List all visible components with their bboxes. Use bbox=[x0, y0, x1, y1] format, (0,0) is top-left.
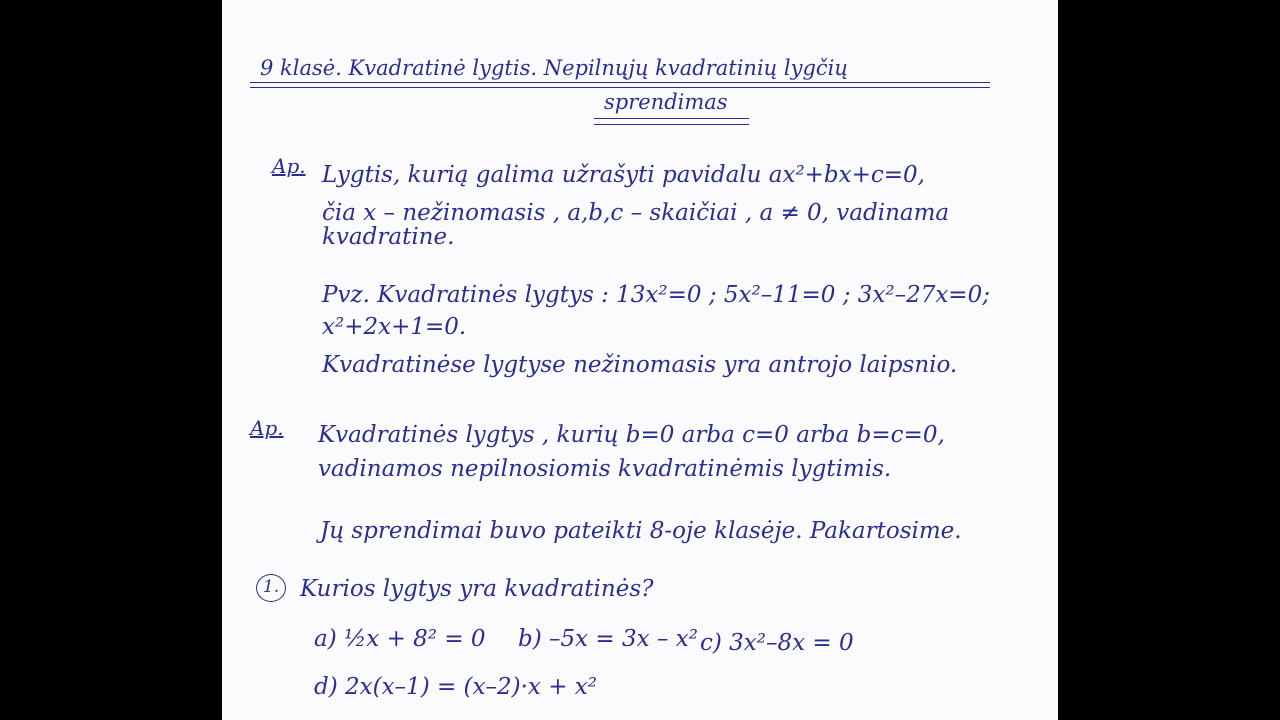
subtitle-underline bbox=[594, 124, 749, 125]
examples-line: Kvadratinėse lygtyse nežinomasis yra antrojo laipsnio. bbox=[322, 352, 958, 378]
task-question: Kurios lygtys yra kvadratinės? bbox=[300, 576, 654, 602]
page-subtitle: sprendimas bbox=[604, 90, 728, 114]
task-option-d: d) 2x(x–1) = (x–2)·x + x² bbox=[314, 674, 597, 700]
examples-line: Pvz. Kvadratinės lygtys : 13x²=0 ; 5x²–11=0 ; 3x²–27x=0; bbox=[322, 282, 990, 308]
page-title: 9 klasė. Kvadratinė lygtis. Nepilnųjų kvadratinių lygčių bbox=[260, 56, 848, 80]
examples-line: x²+2x+1=0. bbox=[322, 314, 467, 340]
task-option-c: c) 3x²–8x = 0 bbox=[700, 630, 854, 656]
title-underline bbox=[250, 82, 990, 83]
task-number: 1. bbox=[256, 574, 286, 602]
notebook-page bbox=[222, 0, 1058, 720]
definition-marker: Ap. bbox=[272, 154, 306, 178]
definition-line: Lygtis, kurią galima užrašyti pavidalu ax²+bx+c=0, bbox=[322, 162, 925, 188]
task-option-b: b) –5x = 3x – x² bbox=[518, 626, 698, 652]
definition-marker: Ap. bbox=[250, 416, 284, 440]
definition-line: čia x – nežinomasis , a,b,c – skaičiai , a ≠ 0, vadinama bbox=[322, 200, 950, 226]
task-option-a: a) ½x + 8² = 0 bbox=[314, 626, 486, 652]
definition-line: kvadratine. bbox=[322, 224, 455, 250]
definition-line: vadinamos nepilnosiomis kvadratinėmis lygtimis. bbox=[318, 456, 892, 482]
definition-line: Jų sprendimai buvo pateikti 8-oje klasėje. Pakartosime. bbox=[320, 518, 962, 544]
title-underline bbox=[250, 87, 990, 88]
definition-line: Kvadratinės lygtys , kurių b=0 arba c=0 arba b=c=0, bbox=[318, 422, 945, 448]
subtitle-underline bbox=[594, 118, 749, 119]
